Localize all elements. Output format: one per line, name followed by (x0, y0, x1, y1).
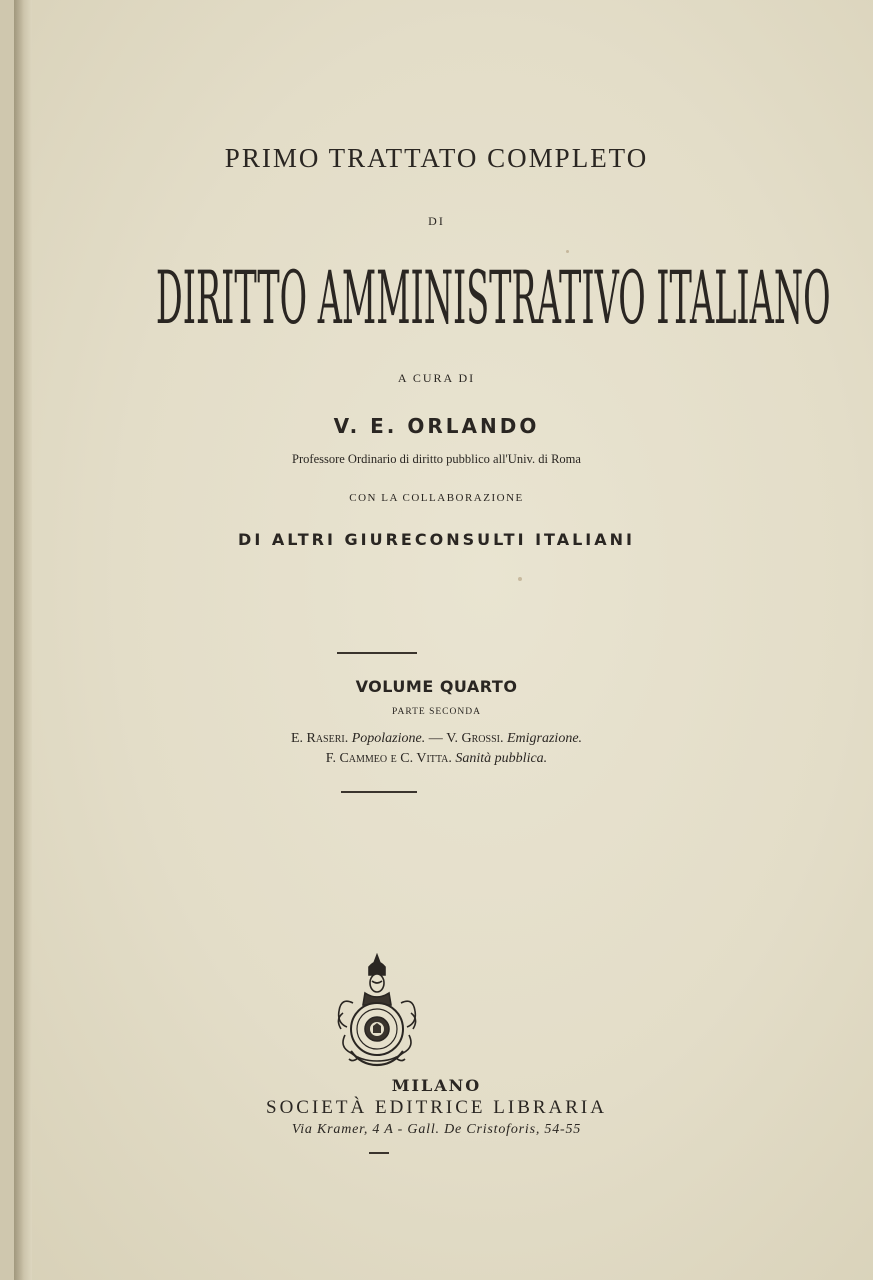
volume-part: PARTE SECONDA (392, 707, 481, 717)
divider-rule (337, 652, 417, 654)
paper-speck (566, 250, 569, 253)
volume-label: VOLUME QUARTO (355, 677, 518, 696)
main-title-text: DIRITTO AMMINISTRATIVO ITALIANO (155, 255, 831, 341)
entry-topic: Emigrazione. (506, 731, 583, 746)
publisher-emblem-icon (331, 953, 423, 1069)
entry-author: E. Raseri. (290, 731, 349, 746)
collaboration-label: CON LA COLLABORAZIONE (349, 492, 524, 504)
divider-rule (341, 791, 417, 793)
main-title (155, 255, 831, 341)
title-connector: DI (428, 214, 445, 228)
entry-separator: — (425, 731, 447, 746)
contents-line-1 (0, 729, 873, 749)
imprint-publisher: SOCIETÀ EDITRICE LIBRARIA (266, 1097, 607, 1118)
paper-speck (518, 577, 522, 581)
contents-line-2 (0, 749, 873, 769)
imprint-city: MILANO (391, 1076, 482, 1095)
editor-role: Professore Ordinario di diritto pubblico all'Univ. di Roma (292, 452, 581, 466)
closing-rule (369, 1152, 389, 1154)
editor-name: V. E. ORLANDO (333, 414, 540, 438)
entry-topic: Popolazione. (351, 731, 426, 746)
imprint-address: Via Kramer, 4 A - Gall. De Cristoforis, 54-55 (291, 1122, 582, 1137)
volume-contents (0, 729, 873, 769)
entry-topic: Sanità pubblica. (455, 751, 548, 766)
entry-author: F. Cammeo e C. Vitta. (325, 751, 452, 766)
curated-by: A CURA DI (397, 371, 476, 385)
collaborators: DI ALTRI GIURECONSULTI ITALIANI (238, 530, 635, 549)
supertitle: PRIMO TRATTATO COMPLETO (224, 143, 649, 173)
entry-author: V. Grossi. (446, 731, 504, 746)
